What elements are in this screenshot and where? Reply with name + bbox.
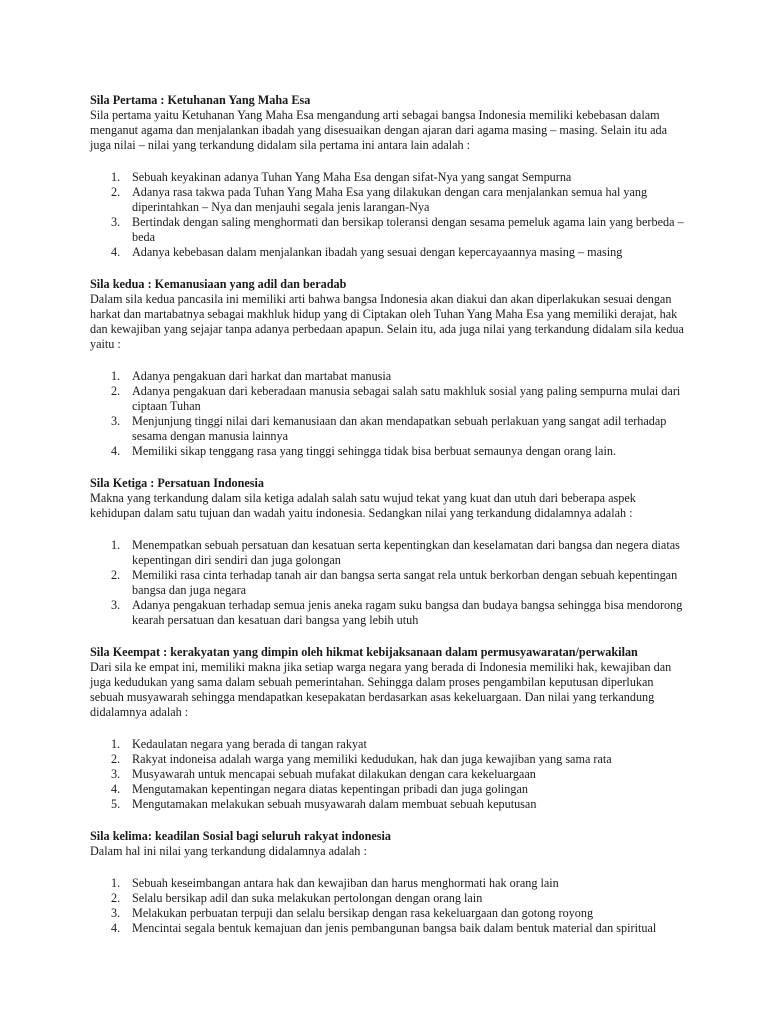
- section-paragraph: Makna yang terkandung dalam sila ketiga adalah salah satu wujud tekat yang kuat dan utuh dari beberapa aspek kehidupan dalam satu tujuan dan wadah yaitu indonesia. Sedangkan nilai yang terkandung didalamnya adalah :: [90, 491, 636, 520]
- list-item: [111, 797, 688, 812]
- list-number: 1.: [111, 538, 121, 552]
- list-item: [111, 767, 688, 782]
- list-number: 4.: [111, 782, 121, 796]
- list-item-text: Kedaulatan negara yang berada di tangan rakyat: [132, 737, 367, 751]
- list-number: 3.: [111, 598, 121, 612]
- section-heading: Sila Ketiga : Persatuan Indonesia: [90, 476, 265, 490]
- list-item-text: Memiliki sikap tenggang rasa yang tinggi sehingga tidak bisa berbuat semaunya dengan orang lain.: [132, 444, 616, 458]
- list-item-text: Rakyat indoneisa adalah warga yang memiliki kedudukan, hak dan juga kewajiban yang sama rata: [132, 752, 612, 766]
- section-heading: Sila Pertama : Ketuhanan Yang Maha Esa: [90, 93, 311, 107]
- value-list: [90, 369, 688, 459]
- list-item-text: Sebuah keyakinan adanya Tuhan Yang Maha Esa dengan sifat-Nya yang sangat Sempurna: [132, 170, 572, 184]
- list-item-text: Adanya pengakuan terhadap semua jenis aneka ragam suku bangsa dan budaya bangsa sehingga bisa mendorong kearah persatuan dan kesatuan dari bangsa yang lebih utuh: [132, 598, 683, 627]
- list-item: [111, 384, 688, 414]
- list-item-text: Adanya pengakuan dari harkat dan martabat manusia: [132, 369, 392, 383]
- value-list: [90, 737, 688, 812]
- section-paragraph: Dalam hal ini nilai yang terkandung didalamnya adalah :: [90, 844, 367, 858]
- list-item-text: Menempatkan sebuah persatuan dan kesatuan serta kepentingkan dan keselamatan dari bangsa dan negera diatas kepentingan diri sendiri dan juga golongan: [132, 538, 680, 567]
- list-number: 3.: [111, 767, 121, 781]
- list-number: 1.: [111, 876, 121, 890]
- list-item-text: Sebuah keseimbangan antara hak dan kewajiban dan harus menghormati hak orang lain: [132, 876, 559, 890]
- list-number: 2.: [111, 384, 121, 398]
- list-number: 2.: [111, 752, 121, 766]
- list-item: [111, 444, 688, 459]
- value-list: [90, 538, 688, 628]
- list-item-text: Adanya rasa takwa pada Tuhan Yang Maha Esa yang dilakukan dengan cara menjalankan semua hal yang diperintahkan – Nya dan menjauhi segala jenis larangan-Nya: [132, 185, 648, 214]
- list-number: 5.: [111, 797, 121, 811]
- section-paragraph: Dalam sila kedua pancasila ini memiliki arti bahwa bangsa Indonesia akan diakui dan akan diperlakukan sesuai dengan harkat dan martabatnya sebagai makhluk hidup yang di Ciptakan oleh Tuhan Yang Maha Esa yang memiliki derajat, hak dan kewajiban yang sejajar tanpa adanya perbedaan apapun. Selain itu, ada juga nilai yang terkandung didalam sila kedua yaitu :: [90, 292, 684, 351]
- list-item-text: Bertindak dengan saling menghormati dan bersikap toleransi dengan sesama pemeluk agama lain yang berbeda – beda: [132, 215, 684, 244]
- list-item-text: Adanya kebebasan dalam menjalankan ibadah yang sesuai dengan kepercayaannya masing – masing: [132, 245, 623, 259]
- section-sila-kelima: [90, 829, 688, 936]
- list-item-text: Menjunjung tinggi nilai dari kemanusiaan dan akan mendapatkan sebuah perlakuan yang sangat adil terhadap sesama dengan manusia lainnya: [132, 414, 667, 443]
- section-sila-ketiga: [90, 476, 688, 628]
- list-item: [111, 245, 688, 260]
- value-list: [90, 170, 688, 260]
- list-item-text: Musyawarah untuk mencapai sebuah mufakat dilakukan dengan cara kekeluargaan: [132, 767, 536, 781]
- list-number: 4.: [111, 245, 121, 259]
- list-number: 2.: [111, 891, 121, 905]
- list-item: [111, 598, 688, 628]
- list-item-text: Adanya pengakuan dari keberadaan manusia sebagai salah satu makhluk sosial yang paling sempurna mulai dari ciptaan Tuhan: [132, 384, 681, 413]
- section-sila-pertama: [90, 93, 688, 260]
- list-item-text: Mengutamakan kepentingan negara diatas kepentingan pribadi dan juga golingan: [132, 782, 528, 796]
- list-number: 3.: [111, 215, 121, 229]
- list-number: 1.: [111, 170, 121, 184]
- list-number: 3.: [111, 906, 121, 920]
- list-item: [111, 737, 688, 752]
- list-item-text: Mencintai segala bentuk kemajuan dan jenis pembangunan bangsa baik dalam bentuk material dan spiritual: [132, 921, 657, 935]
- list-item-text: Melakukan perbuatan terpuji dan selalu bersikap dengan rasa kekeluargaan dan gotong royong: [132, 906, 594, 920]
- section-sila-keempat: [90, 645, 688, 812]
- list-number: 4.: [111, 444, 121, 458]
- list-number: 3.: [111, 414, 121, 428]
- value-list: [90, 876, 688, 936]
- section-paragraph: Dari sila ke empat ini, memiliki makna jika setiap warga negara yang berada di Indonesia memiliki hak, kewajiban dan juga kedudukan yang sama dalam sebuah pemerintahan. Sehingga dalam proses pengambilan keputusan diperlukan sebuah musyawarah sehingga mendapatkan kesepakatan berdasarkan asas kekeluargaan. Dan nilai yang terkandung didalamnya adalah :: [90, 660, 672, 719]
- list-number: 4.: [111, 921, 121, 935]
- list-item: [111, 876, 688, 891]
- list-number: 1.: [111, 737, 121, 751]
- list-number: 2.: [111, 185, 121, 199]
- list-item: [111, 782, 688, 797]
- section-heading: Sila kelima: keadilan Sosial bagi seluruh rakyat indonesia: [90, 829, 392, 843]
- list-item-text: Memiliki rasa cinta terhadap tanah air dan bangsa serta sangat rela untuk berkorban dengan sebuah kepentingan bangsa dan juga negara: [132, 568, 678, 597]
- list-item: [111, 414, 688, 444]
- list-item: [111, 891, 688, 906]
- list-item: [111, 215, 688, 245]
- list-item: [111, 369, 688, 384]
- section-paragraph: Sila pertama yaitu Ketuhanan Yang Maha Esa mengandung arti sebagai bangsa Indonesia memiliki kebebasan dalam menganut agama dan menjalankan ibadah yang disesuaikan dengan ajaran dari agama masing – masing. Selain itu ada juga nilai – nilai yang terkandung didalam sila pertama ini antara lain adalah :: [90, 108, 668, 152]
- list-item: [111, 185, 688, 215]
- section-sila-kedua: [90, 277, 688, 459]
- list-item-text: Mengutamakan melakukan sebuah musyawarah dalam membuat sebuah keputusan: [132, 797, 537, 811]
- list-number: 1.: [111, 369, 121, 383]
- section-heading: Sila kedua : Kemanusiaan yang adil dan beradab: [90, 277, 347, 291]
- list-item: [111, 538, 688, 568]
- list-item: [111, 170, 688, 185]
- section-heading: Sila Keempat : kerakyatan yang dimpin oleh hikmat kebijaksanaan dalam permusyawaratan/perwakilan: [90, 645, 638, 659]
- list-item: [111, 752, 688, 767]
- list-item: [111, 906, 688, 921]
- list-item-text: Selalu bersikap adil dan suka melakukan pertolongan dengan orang lain: [132, 891, 483, 905]
- list-number: 2.: [111, 568, 121, 582]
- list-item: [111, 568, 688, 598]
- list-item: [111, 921, 688, 936]
